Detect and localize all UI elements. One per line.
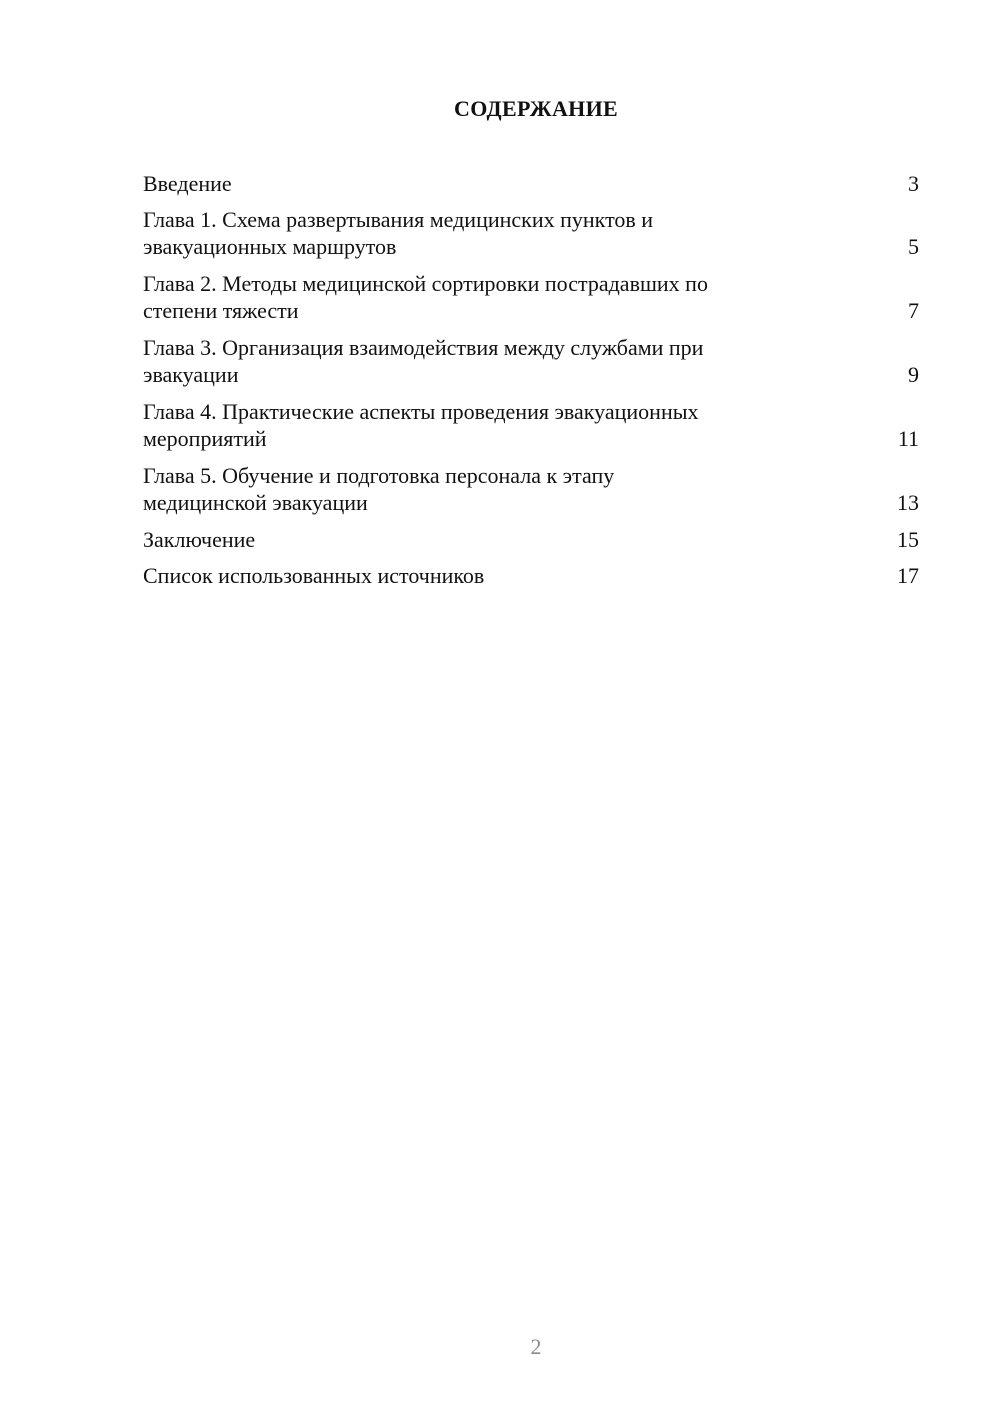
toc-entry-line: эвакуации xyxy=(143,362,239,387)
page-number: 2 xyxy=(530,1334,542,1359)
toc-entry-title xyxy=(143,270,889,324)
toc-entry-chapter-2[interactable] xyxy=(143,270,919,324)
toc-entry-line: Глава 2. Методы медицинской сортировки пострадавших по xyxy=(143,271,708,296)
toc-heading: СОДЕРЖАНИЕ xyxy=(454,96,618,121)
toc-entry-title xyxy=(143,398,889,452)
toc-entry-chapter-4[interactable] xyxy=(143,398,919,452)
toc-entry-line: Глава 3. Организация взаимодействия между службами при xyxy=(143,335,704,360)
toc-entry-line: Заключение xyxy=(143,527,256,552)
toc-entry-page: 15 xyxy=(897,527,919,552)
toc-entry-chapter-5[interactable] xyxy=(143,462,919,516)
toc-entry-conclusion[interactable] xyxy=(143,526,919,553)
toc-entry-line: мероприятий xyxy=(143,426,267,451)
toc-entry-title xyxy=(143,206,889,260)
toc-entry-line: Глава 5. Обучение и подготовка персонала к этапу xyxy=(143,463,615,488)
toc-entry-line: эвакуационных маршрутов xyxy=(143,234,397,259)
toc-entry-page: 9 xyxy=(908,362,919,387)
toc-entry-chapter-1[interactable] xyxy=(143,206,919,260)
toc-entry-line: степени тяжести xyxy=(143,298,299,323)
toc-entry-line: Глава 1. Схема развертывания медицинских пунктов и xyxy=(143,207,654,232)
toc-entry-page: 13 xyxy=(897,490,919,515)
table-of-contents xyxy=(143,170,919,598)
toc-entry-references[interactable] xyxy=(143,562,919,589)
toc-entry-title xyxy=(143,562,889,589)
toc-entry-title xyxy=(143,462,889,516)
toc-entry-line: медицинской эвакуации xyxy=(143,490,368,515)
toc-entry-introduction[interactable] xyxy=(143,170,919,197)
toc-entry-page: 3 xyxy=(908,171,919,196)
toc-entry-chapter-3[interactable] xyxy=(143,334,919,388)
toc-entry-line: Список использованных источников xyxy=(143,563,485,588)
toc-entry-title xyxy=(143,526,889,553)
toc-entry-line: Глава 4. Практические аспекты проведения эвакуационных xyxy=(143,399,699,424)
toc-entry-title xyxy=(143,334,889,388)
toc-entry-page: 7 xyxy=(908,298,919,323)
toc-entry-page: 11 xyxy=(897,426,919,451)
toc-entry-line: Введение xyxy=(143,171,232,196)
toc-entry-title xyxy=(143,170,889,197)
toc-entry-page: 17 xyxy=(897,563,919,588)
toc-entry-page: 5 xyxy=(908,234,919,259)
